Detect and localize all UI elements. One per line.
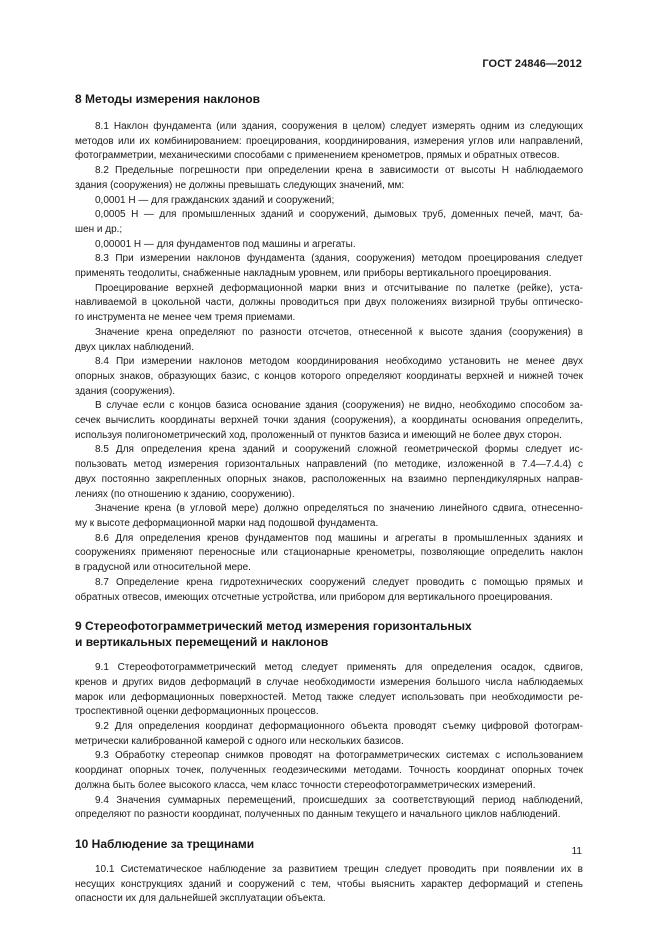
text-line: Значение крена определяют по разности отсчетов, отнесенной к высоте здания (сооружения) в — [95, 326, 583, 338]
text-line: троспективной оценки деформационных процессов. — [75, 706, 319, 718]
text-line: 8.2 Предельные погрешности при определении крена в зависимости от высоты Н наблюдаемого — [95, 165, 583, 177]
text-line: фотограмметрии, механическими способами с применением кренометров, прямых и обратных отвесов. — [75, 150, 560, 162]
text-line: координат опорных точек, полученных геодезическими методами. Точность координат опорных точек — [75, 765, 583, 777]
text-line: должна быть более высокого класса, чем класс точности стереофотограмметрических измерений. — [75, 779, 536, 791]
text-line: опасности их для дальнейшей эксплуатации объекта. — [75, 893, 326, 905]
text-line: в градусной или относительной мере. — [75, 562, 251, 574]
text-line: используя полигонометрический ход, проложенный от пунктов базиса и имеющий не более двух сторон. — [75, 429, 562, 441]
section-9-heading-line-1: 9 Стереофотограмметрический метод измерения горизонтальных — [75, 619, 472, 634]
text-line: сечек вычислить координаты верхней точки здания (сооружения), а координаты основания определить, — [75, 415, 583, 427]
text-line: двух постоянно закрепленных опорных знаков, расположенных на взаимно перпендикулярных направ- — [75, 473, 583, 485]
text-line: навливаемой в цокольной части, должны проводиться при двух положениях визирной трубы оптическо- — [75, 297, 583, 309]
page-content — [75, 91, 583, 907]
text-line: несущих конструкциях зданий и сооружений с тем, чтобы выяснить характер деформаций и степень — [75, 878, 583, 890]
text-line: метрически калиброванной камерой с одного или нескольких базисов. — [75, 735, 404, 747]
text-line: 0,0005 Н — для промышленных зданий и сооружений, дымовых труб, доменных печей, мачт, ба- — [95, 209, 583, 221]
text-line: Значение крена (в угловой мере) должно определяться по значению линейного сдвига, отнесенно- — [95, 503, 583, 515]
text-line: опорных знаков, образующих базис, с концов которого определяют координаты верхней и нижней точек — [75, 370, 583, 382]
text-line: марок или деформационных поверхностей. Метод также следует использовать при необходимости ре- — [75, 691, 583, 703]
text-line: двух циклах наблюдений. — [75, 341, 195, 353]
text-line: В случае если с концов базиса основание здания (сооружения) не видно, необходимо способом за- — [95, 400, 583, 412]
text-line: 9.2 Для определения координат деформационного объекта проводят съемку цифровой фотограм- — [95, 721, 583, 733]
text-line: 8.1 Наклон фундамента (или здания, сооружения в целом) следует измерять одним из следующих — [95, 121, 583, 132]
page-number: 11 — [571, 846, 582, 857]
text-line: 0,0001 Н — для гражданских зданий и сооружений; — [95, 194, 335, 206]
text-line: 8.5 Для определения крена зданий и сооружений сложной геометрической формы следует ис- — [95, 444, 583, 456]
section-10-body — [75, 863, 583, 907]
text-line: 8.4 При измерении наклонов методом координирования необходимо установить не менее двух — [95, 356, 583, 368]
text-line: сооружениях применяют переносные или стационарные кренометры, позволяющие определить наклон — [75, 547, 583, 559]
text-line: 8.7 Определение крена гидротехнических сооружений следует проводить с помощью прямых и — [95, 576, 583, 588]
section-10-heading: 10 Наблюдение за трещинами — [75, 836, 255, 851]
text-line: здания (сооружения) не должны превышать следующих значений, мм: — [75, 179, 405, 191]
text-line: го инструмента не менее чем тремя приемами. — [75, 312, 296, 324]
section-8-heading: 8 Методы измерения наклонов — [75, 92, 260, 106]
text-line: 8.3 При измерении наклонов фундамента (здания, сооружения) методом проецирования следует — [95, 253, 583, 265]
text-line: 9.3 Обработку стереопар снимков проводят на фотограмметрических системах с использованием — [95, 750, 583, 762]
text-line: методов или их комбинированием: проецирования, координирования, измерения углов или направлений, — [75, 135, 583, 147]
text-line: лениях (по отношению к зданию, сооружению). — [75, 488, 295, 500]
text-line: 10.1 Систематическое наблюдение за развитием трещин следует проводить при появлении их в — [95, 863, 583, 875]
section-9-heading — [75, 618, 583, 650]
section-9-heading-line-2: и вертикальных перемещений и наклонов — [75, 635, 329, 650]
text-line: определяют по разности координат, полученных по данным текущего и начального циклов наблюдений. — [75, 809, 561, 821]
text-line: обратных отвесов, имеющих отсчетные устройства, или прибором для вертикального проецирования. — [75, 591, 553, 603]
section-9-body — [75, 661, 583, 823]
text-line: 9.4 Значения суммарных перемещений, происшедших за соответствующий период наблюдений, — [95, 794, 583, 806]
text-line: 0,00001 Н — для фундаментов под машины и агрегаты. — [95, 238, 356, 250]
text-line: му к высоте деформационной марки над подошвой фундамента. — [75, 517, 379, 529]
section-8-body — [75, 120, 583, 605]
text-line: кренов и других видов деформаций в случае необходимости измерения большого числа наблюдаемых — [75, 676, 583, 688]
text-line: пользовать метод измерения горизонтальных направлений (по методике, изложенной в 7.4—7.4.4) с — [75, 459, 583, 471]
text-line: 9.1 Стереофотограмметрический метод следует применять для определения осадок, сдвигов, — [95, 662, 583, 674]
text-line: шен и др.; — [75, 223, 123, 235]
text-line: Проецирование верхней деформационной марки вниз и отсчитывание по палетке (рейке), уста- — [95, 282, 583, 294]
document-code: ГОСТ 24846—2012 — [482, 58, 582, 70]
text-line: 8.6 Для определения кренов фундаментов под машины и агрегаты в промышленных зданиях и — [95, 532, 583, 544]
text-line: здания (сооружения). — [75, 385, 176, 397]
text-line: применять теодолиты, снабженные накладным уровнем, или приборы вертикального проецирования. — [75, 268, 552, 280]
